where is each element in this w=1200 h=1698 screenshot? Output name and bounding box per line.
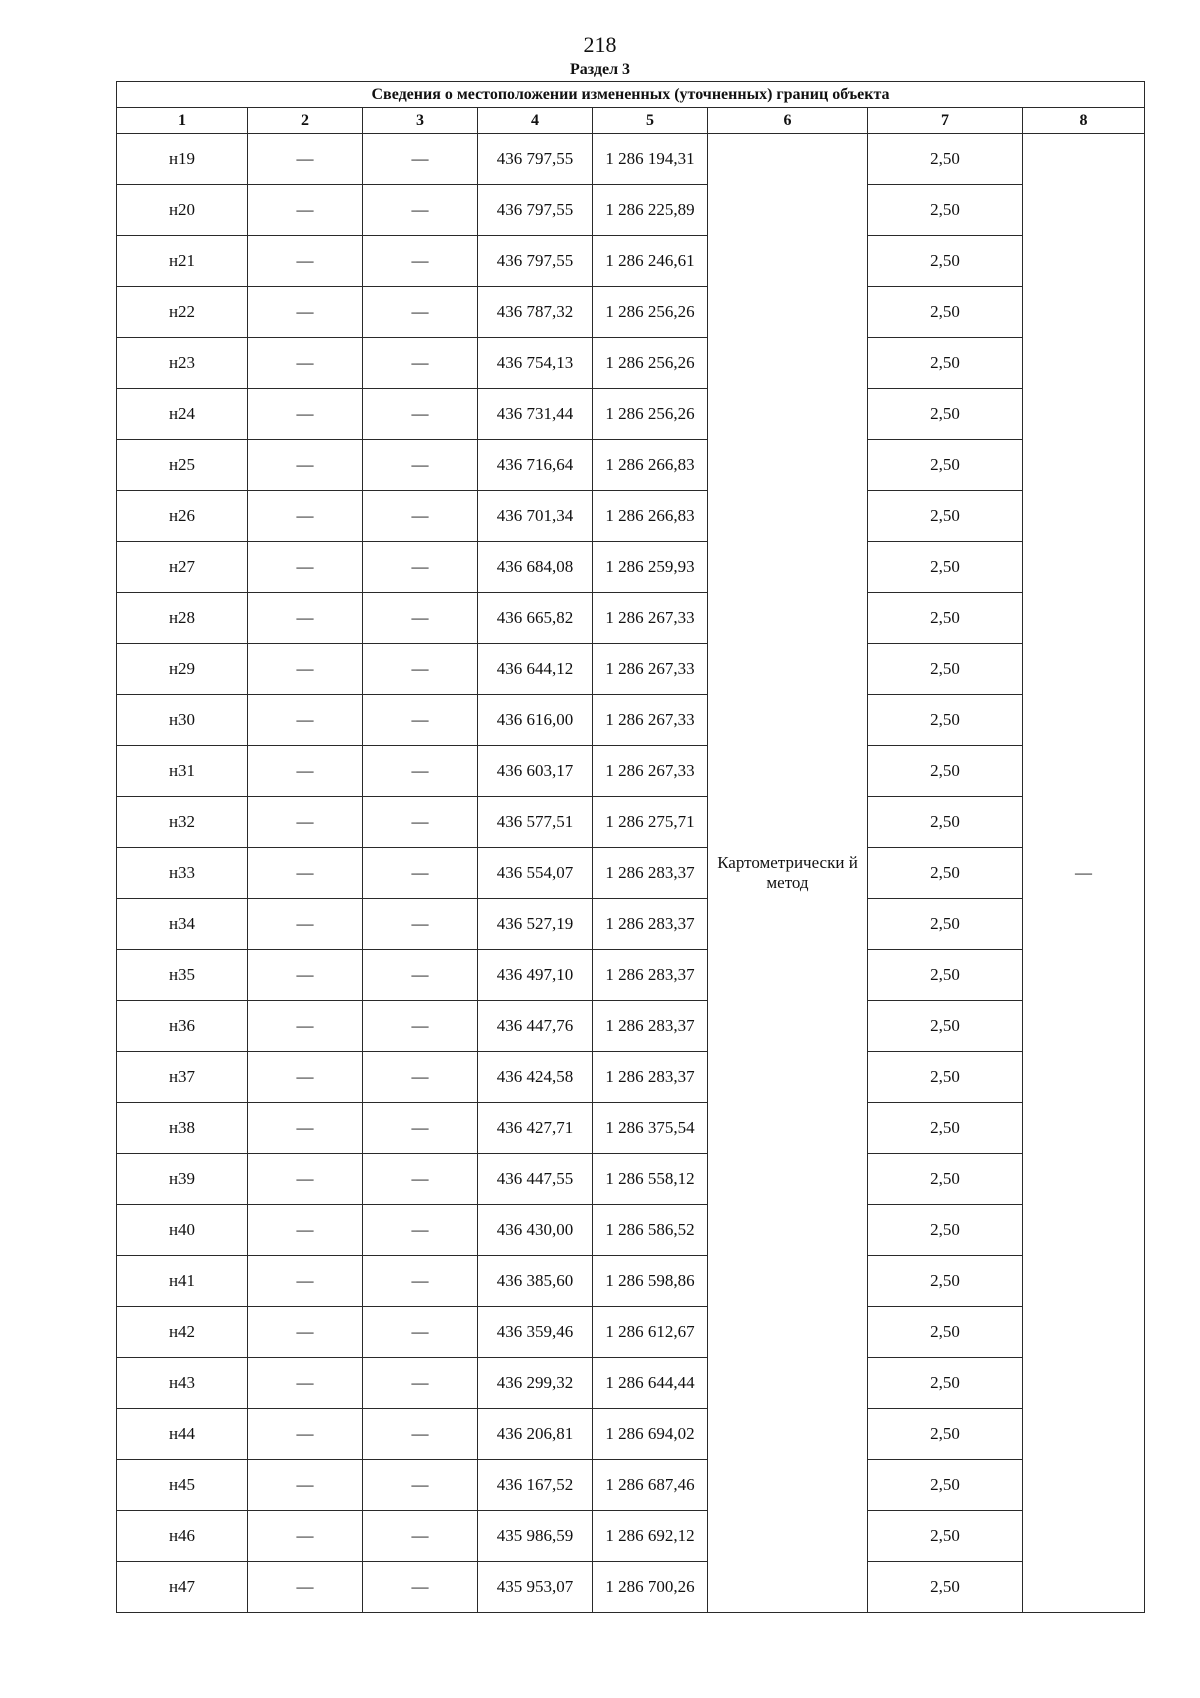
col2-cell: — xyxy=(248,491,363,542)
point-cell: н22 xyxy=(117,287,248,338)
col2-cell: — xyxy=(248,1307,363,1358)
y-coordinate-cell: 1 286 275,71 xyxy=(593,797,708,848)
x-coordinate-cell: 436 684,08 xyxy=(478,542,593,593)
table-row xyxy=(117,287,1145,338)
point-cell: н30 xyxy=(117,695,248,746)
y-coordinate-cell: 1 286 283,37 xyxy=(593,1052,708,1103)
x-coordinate-cell: 436 787,32 xyxy=(478,287,593,338)
point-cell: н24 xyxy=(117,389,248,440)
col2-cell: — xyxy=(248,950,363,1001)
x-coordinate-cell: 436 701,34 xyxy=(478,491,593,542)
precision-cell: 2,50 xyxy=(868,440,1023,491)
col3-cell: — xyxy=(363,1205,478,1256)
col2-cell: — xyxy=(248,695,363,746)
y-coordinate-cell: 1 286 283,37 xyxy=(593,1001,708,1052)
y-coordinate-cell: 1 286 246,61 xyxy=(593,236,708,287)
table-row xyxy=(117,1052,1145,1103)
col3-cell: — xyxy=(363,1511,478,1562)
x-coordinate-cell: 436 430,00 xyxy=(478,1205,593,1256)
col3-cell: — xyxy=(363,236,478,287)
y-coordinate-cell: 1 286 256,26 xyxy=(593,338,708,389)
col3-cell: — xyxy=(363,1256,478,1307)
x-coordinate-cell: 436 427,71 xyxy=(478,1103,593,1154)
column-header: 4 xyxy=(478,108,593,134)
x-coordinate-cell: 436 797,55 xyxy=(478,134,593,185)
y-coordinate-cell: 1 286 267,33 xyxy=(593,644,708,695)
precision-cell: 2,50 xyxy=(868,1511,1023,1562)
section-title: Раздел 3 xyxy=(569,61,631,78)
precision-cell: 2,50 xyxy=(868,1001,1023,1052)
table-row xyxy=(117,1154,1145,1205)
precision-cell: 2,50 xyxy=(868,1103,1023,1154)
precision-cell: 2,50 xyxy=(868,1358,1023,1409)
point-cell: н41 xyxy=(117,1256,248,1307)
x-coordinate-cell: 436 497,10 xyxy=(478,950,593,1001)
y-coordinate-cell: 1 286 586,52 xyxy=(593,1205,708,1256)
table-row xyxy=(117,338,1145,389)
table-row xyxy=(117,185,1145,236)
precision-cell: 2,50 xyxy=(868,1562,1023,1613)
table-row xyxy=(117,1001,1145,1052)
precision-cell: 2,50 xyxy=(868,899,1023,950)
table-body xyxy=(117,134,1145,1613)
point-cell: н46 xyxy=(117,1511,248,1562)
column-header: 5 xyxy=(593,108,708,134)
col2-cell: — xyxy=(248,338,363,389)
table-row xyxy=(117,950,1145,1001)
precision-cell: 2,50 xyxy=(868,950,1023,1001)
col3-cell: — xyxy=(363,1103,478,1154)
col3-cell: — xyxy=(363,848,478,899)
point-cell: н40 xyxy=(117,1205,248,1256)
precision-cell: 2,50 xyxy=(868,134,1023,185)
x-coordinate-cell: 436 731,44 xyxy=(478,389,593,440)
x-coordinate-cell: 436 716,64 xyxy=(478,440,593,491)
precision-cell: 2,50 xyxy=(868,236,1023,287)
y-coordinate-cell: 1 286 267,33 xyxy=(593,746,708,797)
point-cell: н39 xyxy=(117,1154,248,1205)
col2-cell: — xyxy=(248,236,363,287)
precision-cell: 2,50 xyxy=(868,797,1023,848)
table-row xyxy=(117,1103,1145,1154)
y-coordinate-cell: 1 286 283,37 xyxy=(593,899,708,950)
table-row xyxy=(117,389,1145,440)
point-cell: н19 xyxy=(117,134,248,185)
point-cell: н34 xyxy=(117,899,248,950)
precision-cell: 2,50 xyxy=(868,695,1023,746)
col2-cell: — xyxy=(248,644,363,695)
precision-cell: 2,50 xyxy=(868,338,1023,389)
y-coordinate-cell: 1 286 225,89 xyxy=(593,185,708,236)
y-coordinate-cell: 1 286 256,26 xyxy=(593,389,708,440)
precision-cell: 2,50 xyxy=(868,1307,1023,1358)
col2-cell: — xyxy=(248,134,363,185)
point-cell: н42 xyxy=(117,1307,248,1358)
col3-cell: — xyxy=(363,644,478,695)
col3-cell: — xyxy=(363,1562,478,1613)
col3-cell: — xyxy=(363,185,478,236)
y-coordinate-cell: 1 286 692,12 xyxy=(593,1511,708,1562)
precision-cell: 2,50 xyxy=(868,491,1023,542)
precision-cell: 2,50 xyxy=(868,1256,1023,1307)
col3-cell: — xyxy=(363,1001,478,1052)
col2-cell: — xyxy=(248,1103,363,1154)
column-header: 1 xyxy=(117,108,248,134)
precision-cell: 2,50 xyxy=(868,185,1023,236)
table-caption: Сведения о местоположении измененных (уточненных) границ объекта xyxy=(117,82,1145,108)
point-cell: н23 xyxy=(117,338,248,389)
col2-cell: — xyxy=(248,1460,363,1511)
point-cell: н20 xyxy=(117,185,248,236)
column-number-row xyxy=(117,108,1145,134)
y-coordinate-cell: 1 286 644,44 xyxy=(593,1358,708,1409)
method-cell: Картометрически й метод xyxy=(708,134,868,1613)
x-coordinate-cell: 436 616,00 xyxy=(478,695,593,746)
y-coordinate-cell: 1 286 375,54 xyxy=(593,1103,708,1154)
point-cell: н36 xyxy=(117,1001,248,1052)
y-coordinate-cell: 1 286 612,67 xyxy=(593,1307,708,1358)
y-coordinate-cell: 1 286 194,31 xyxy=(593,134,708,185)
precision-cell: 2,50 xyxy=(868,287,1023,338)
x-coordinate-cell: 436 527,19 xyxy=(478,899,593,950)
col3-cell: — xyxy=(363,1307,478,1358)
x-coordinate-cell: 436 554,07 xyxy=(478,848,593,899)
precision-cell: 2,50 xyxy=(868,848,1023,899)
col3-cell: — xyxy=(363,695,478,746)
col8-cell: — xyxy=(1023,134,1145,1613)
x-coordinate-cell: 436 206,81 xyxy=(478,1409,593,1460)
col3-cell: — xyxy=(363,1052,478,1103)
col3-cell: — xyxy=(363,1358,478,1409)
col2-cell: — xyxy=(248,848,363,899)
column-header: 8 xyxy=(1023,108,1145,134)
y-coordinate-cell: 1 286 266,83 xyxy=(593,440,708,491)
table-row xyxy=(117,848,1145,899)
col2-cell: — xyxy=(248,389,363,440)
x-coordinate-cell: 436 447,76 xyxy=(478,1001,593,1052)
table-row xyxy=(117,797,1145,848)
col3-cell: — xyxy=(363,950,478,1001)
point-cell: н33 xyxy=(117,848,248,899)
col3-cell: — xyxy=(363,797,478,848)
point-cell: н26 xyxy=(117,491,248,542)
col3-cell: — xyxy=(363,338,478,389)
y-coordinate-cell: 1 286 256,26 xyxy=(593,287,708,338)
col3-cell: — xyxy=(363,746,478,797)
x-coordinate-cell: 436 665,82 xyxy=(478,593,593,644)
column-header: 2 xyxy=(248,108,363,134)
x-coordinate-cell: 436 385,60 xyxy=(478,1256,593,1307)
x-coordinate-cell: 436 447,55 xyxy=(478,1154,593,1205)
point-cell: н29 xyxy=(117,644,248,695)
precision-cell: 2,50 xyxy=(868,593,1023,644)
table-row xyxy=(117,542,1145,593)
table-row xyxy=(117,440,1145,491)
table-row xyxy=(117,236,1145,287)
y-coordinate-cell: 1 286 266,83 xyxy=(593,491,708,542)
y-coordinate-cell: 1 286 694,02 xyxy=(593,1409,708,1460)
column-header: 7 xyxy=(868,108,1023,134)
x-coordinate-cell: 435 986,59 xyxy=(478,1511,593,1562)
table-row xyxy=(117,1256,1145,1307)
precision-cell: 2,50 xyxy=(868,1409,1023,1460)
x-coordinate-cell: 436 424,58 xyxy=(478,1052,593,1103)
point-cell: н35 xyxy=(117,950,248,1001)
col2-cell: — xyxy=(248,440,363,491)
col2-cell: — xyxy=(248,1154,363,1205)
precision-cell: 2,50 xyxy=(868,1460,1023,1511)
col2-cell: — xyxy=(248,1409,363,1460)
table-row xyxy=(117,644,1145,695)
col2-cell: — xyxy=(248,1256,363,1307)
x-coordinate-cell: 436 754,13 xyxy=(478,338,593,389)
y-coordinate-cell: 1 286 283,37 xyxy=(593,848,708,899)
coordinates-table xyxy=(116,81,1145,1613)
precision-cell: 2,50 xyxy=(868,644,1023,695)
table-row xyxy=(117,695,1145,746)
y-coordinate-cell: 1 286 558,12 xyxy=(593,1154,708,1205)
point-cell: н32 xyxy=(117,797,248,848)
precision-cell: 2,50 xyxy=(868,542,1023,593)
y-coordinate-cell: 1 286 687,46 xyxy=(593,1460,708,1511)
col2-cell: — xyxy=(248,1052,363,1103)
point-cell: н28 xyxy=(117,593,248,644)
col3-cell: — xyxy=(363,899,478,950)
x-coordinate-cell: 436 603,17 xyxy=(478,746,593,797)
precision-cell: 2,50 xyxy=(868,1052,1023,1103)
col3-cell: — xyxy=(363,287,478,338)
x-coordinate-cell: 436 167,52 xyxy=(478,1460,593,1511)
y-coordinate-cell: 1 286 267,33 xyxy=(593,593,708,644)
col2-cell: — xyxy=(248,797,363,848)
col3-cell: — xyxy=(363,1154,478,1205)
x-coordinate-cell: 436 644,12 xyxy=(478,644,593,695)
col3-cell: — xyxy=(363,389,478,440)
col3-cell: — xyxy=(363,1460,478,1511)
table-row xyxy=(117,1409,1145,1460)
point-cell: н45 xyxy=(117,1460,248,1511)
point-cell: н21 xyxy=(117,236,248,287)
x-coordinate-cell: 436 797,55 xyxy=(478,236,593,287)
point-cell: н43 xyxy=(117,1358,248,1409)
col3-cell: — xyxy=(363,134,478,185)
col2-cell: — xyxy=(248,542,363,593)
table-row xyxy=(117,746,1145,797)
y-coordinate-cell: 1 286 267,33 xyxy=(593,695,708,746)
point-cell: н38 xyxy=(117,1103,248,1154)
col2-cell: — xyxy=(248,1205,363,1256)
point-cell: н47 xyxy=(117,1562,248,1613)
table-row xyxy=(117,134,1145,185)
precision-cell: 2,50 xyxy=(868,746,1023,797)
precision-cell: 2,50 xyxy=(868,1154,1023,1205)
x-coordinate-cell: 436 359,46 xyxy=(478,1307,593,1358)
table-row xyxy=(117,593,1145,644)
y-coordinate-cell: 1 286 259,93 xyxy=(593,542,708,593)
col3-cell: — xyxy=(363,491,478,542)
col2-cell: — xyxy=(248,593,363,644)
x-coordinate-cell: 436 299,32 xyxy=(478,1358,593,1409)
col2-cell: — xyxy=(248,899,363,950)
point-cell: н27 xyxy=(117,542,248,593)
col2-cell: — xyxy=(248,1511,363,1562)
col2-cell: — xyxy=(248,1001,363,1052)
y-coordinate-cell: 1 286 283,37 xyxy=(593,950,708,1001)
x-coordinate-cell: 435 953,07 xyxy=(478,1562,593,1613)
table-row xyxy=(117,1460,1145,1511)
x-coordinate-cell: 436 797,55 xyxy=(478,185,593,236)
col2-cell: — xyxy=(248,746,363,797)
precision-cell: 2,50 xyxy=(868,389,1023,440)
col2-cell: — xyxy=(248,287,363,338)
page-number: 218 xyxy=(583,32,617,57)
col2-cell: — xyxy=(248,185,363,236)
table-row xyxy=(117,1205,1145,1256)
point-cell: н44 xyxy=(117,1409,248,1460)
y-coordinate-cell: 1 286 598,86 xyxy=(593,1256,708,1307)
table-row xyxy=(117,1307,1145,1358)
column-header: 3 xyxy=(363,108,478,134)
table-row xyxy=(117,899,1145,950)
point-cell: н31 xyxy=(117,746,248,797)
column-header: 6 xyxy=(708,108,868,134)
col2-cell: — xyxy=(248,1562,363,1613)
col3-cell: — xyxy=(363,542,478,593)
point-cell: н25 xyxy=(117,440,248,491)
point-cell: н37 xyxy=(117,1052,248,1103)
table-row xyxy=(117,491,1145,542)
table-row xyxy=(117,1511,1145,1562)
col3-cell: — xyxy=(363,440,478,491)
y-coordinate-cell: 1 286 700,26 xyxy=(593,1562,708,1613)
table-row xyxy=(117,1358,1145,1409)
x-coordinate-cell: 436 577,51 xyxy=(478,797,593,848)
col2-cell: — xyxy=(248,1358,363,1409)
col3-cell: — xyxy=(363,1409,478,1460)
col3-cell: — xyxy=(363,593,478,644)
precision-cell: 2,50 xyxy=(868,1205,1023,1256)
table-row xyxy=(117,1562,1145,1613)
